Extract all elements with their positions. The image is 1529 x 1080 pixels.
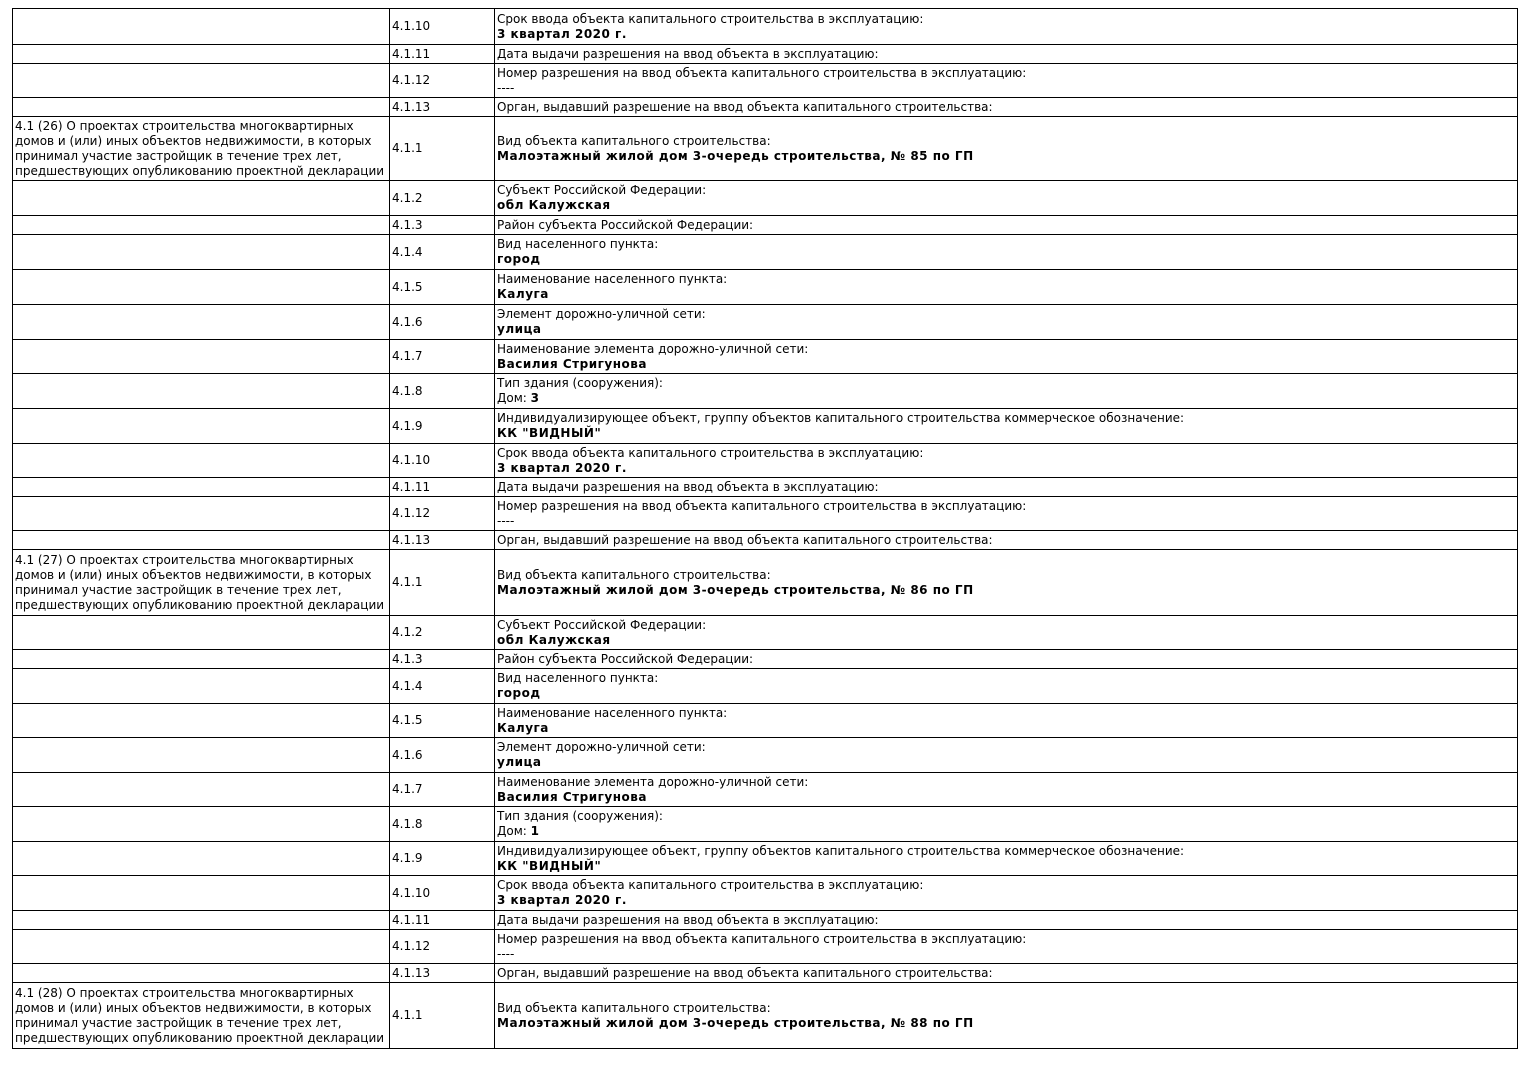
item-value-line [497, 824, 1515, 839]
item-value: ---- [497, 946, 515, 961]
item-label: Дата выдачи разрешения на ввод объекта в эксплуатацию: [497, 479, 879, 494]
item-content [495, 876, 1518, 911]
item-label: Вид населенного пункта: [497, 237, 659, 251]
item-content [495, 930, 1518, 964]
item-content [495, 64, 1518, 98]
item-label: Срок ввода объекта капитального строительства в эксплуатацию: [497, 11, 924, 26]
table-row [13, 117, 1518, 181]
item-code: 4.1.13 [390, 964, 495, 983]
section-cell [13, 270, 390, 305]
item-code: 4.1.5 [390, 704, 495, 738]
table-row [13, 911, 1518, 930]
item-value: Калуга [497, 287, 549, 301]
section-cell [13, 409, 390, 444]
item-label: Вид объекта капитального строительства: [497, 1000, 771, 1015]
section-title: 4.1 (27) О проектах строительства многоквартирных домов и (или) иных объектов недвижимости, в которых принимал участие застройщик в течение трех лет, предшествующих опубликованию проектной декларации [15, 552, 385, 612]
item-value: улица [497, 755, 542, 769]
item-label: Район субъекта Российской Федерации: [497, 651, 754, 666]
item-content [495, 964, 1518, 983]
table-row [13, 531, 1518, 550]
table-row [13, 9, 1518, 45]
item-code: 4.1.4 [390, 235, 495, 270]
item-value: город [497, 252, 541, 266]
item-label: Субъект Российской Федерации: [497, 183, 707, 197]
item-content [495, 181, 1518, 216]
item-code: 4.1.12 [390, 497, 495, 531]
item-code: 4.1.6 [390, 738, 495, 773]
section-cell [13, 497, 390, 531]
item-content [495, 235, 1518, 270]
section-cell [13, 478, 390, 497]
item-content [495, 550, 1518, 616]
item-label: Субъект Российской Федерации: [497, 617, 707, 632]
item-code: 4.1.7 [390, 340, 495, 374]
item-label: Орган, выдавший разрешение на ввод объекта капитального строительства: [497, 99, 993, 114]
section-cell [13, 117, 390, 181]
item-code: 4.1.13 [390, 531, 495, 550]
item-label: Дата выдачи разрешения на ввод объекта в эксплуатацию: [497, 912, 879, 927]
item-content [495, 216, 1518, 235]
section-cell [13, 216, 390, 235]
item-content [495, 807, 1518, 842]
item-label: Элемент дорожно-уличной сети: [497, 740, 706, 754]
section-title: 4.1 (28) О проектах строительства многоквартирных домов и (или) иных объектов недвижимости, в которых принимал участие застройщик в течение трех лет, предшествующих опубликованию проектной декларации [15, 985, 385, 1045]
item-value: Малоэтажный жилой дом 3-очередь строительства, № 85 по ГП [497, 148, 974, 163]
item-code: 4.1.9 [390, 842, 495, 876]
table-row [13, 704, 1518, 738]
table-row [13, 964, 1518, 983]
item-value: 3 квартал 2020 г. [497, 26, 627, 41]
item-content [495, 842, 1518, 876]
item-label: Наименование населенного пункта: [497, 705, 728, 720]
item-code: 4.1.2 [390, 181, 495, 216]
item-code: 4.1.3 [390, 650, 495, 669]
table-row [13, 216, 1518, 235]
item-label: Вид населенного пункта: [497, 671, 659, 685]
item-code: 4.1.12 [390, 930, 495, 964]
item-label: Район субъекта Российской Федерации: [497, 217, 754, 232]
item-label: Вид объекта капитального строительства: [497, 133, 771, 148]
item-content [495, 773, 1518, 807]
item-value: КК "ВИДНЫЙ" [497, 858, 602, 873]
section-cell [13, 64, 390, 98]
item-code: 4.1.1 [390, 117, 495, 181]
item-code: 4.1.11 [390, 45, 495, 64]
item-content [495, 98, 1518, 117]
item-content [495, 531, 1518, 550]
section-cell [13, 98, 390, 117]
item-content [495, 117, 1518, 181]
item-code: 4.1.5 [390, 270, 495, 305]
section-cell [13, 738, 390, 773]
item-content [495, 409, 1518, 444]
item-label: Номер разрешения на ввод объекта капитального строительства в эксплуатацию: [497, 65, 1027, 80]
item-label: Элемент дорожно-уличной сети: [497, 307, 706, 321]
item-value-prefix: Дом: [497, 824, 531, 838]
item-content [495, 704, 1518, 738]
item-label: Индивидуализирующее объект, группу объектов капитального строительства коммерческое обозначение: [497, 411, 1185, 425]
section-cell [13, 305, 390, 340]
item-label: Орган, выдавший разрешение на ввод объекта капитального строительства: [497, 532, 993, 547]
item-label: Номер разрешения на ввод объекта капитального строительства в эксплуатацию: [497, 498, 1027, 513]
table-row [13, 616, 1518, 650]
item-content [495, 374, 1518, 409]
item-label: Дата выдачи разрешения на ввод объекта в эксплуатацию: [497, 46, 879, 61]
section-cell [13, 930, 390, 964]
item-content [495, 497, 1518, 531]
table-row [13, 550, 1518, 616]
item-label: Вид объекта капитального строительства: [497, 567, 771, 582]
item-content [495, 478, 1518, 497]
item-label: Тип здания (сооружения): [497, 809, 663, 823]
item-value: 3 квартал 2020 г. [497, 893, 627, 907]
section-cell [13, 911, 390, 930]
section-cell [13, 650, 390, 669]
table-row [13, 930, 1518, 964]
section-cell [13, 669, 390, 704]
table-row [13, 773, 1518, 807]
item-code: 4.1.2 [390, 616, 495, 650]
item-content [495, 983, 1518, 1049]
item-code: 4.1.11 [390, 911, 495, 930]
section-cell [13, 964, 390, 983]
item-content [495, 340, 1518, 374]
table-row [13, 374, 1518, 409]
item-value-prefix: Дом: [497, 391, 531, 405]
item-code: 4.1.9 [390, 409, 495, 444]
table-row [13, 340, 1518, 374]
table-row [13, 807, 1518, 842]
item-code: 4.1.8 [390, 807, 495, 842]
table-row [13, 235, 1518, 270]
item-value: город [497, 686, 541, 700]
item-content [495, 669, 1518, 704]
item-label: Орган, выдавший разрешение на ввод объекта капитального строительства: [497, 965, 993, 980]
item-value: 3 квартал 2020 г. [497, 460, 627, 475]
item-label: Срок ввода объекта капитального строительства в эксплуатацию: [497, 445, 924, 460]
item-content [495, 45, 1518, 64]
table-row [13, 497, 1518, 531]
item-value: Калуга [497, 720, 549, 735]
declaration-table [12, 8, 1518, 1049]
table-row [13, 64, 1518, 98]
item-code: 4.1.1 [390, 983, 495, 1049]
section-cell [13, 983, 390, 1049]
section-title: 4.1 (26) О проектах строительства многоквартирных домов и (или) иных объектов недвижимости, в которых принимал участие застройщик в течение трех лет, предшествующих опубликованию проектной декларации [15, 118, 385, 178]
table-row [13, 842, 1518, 876]
section-cell [13, 235, 390, 270]
item-label: Наименование элемента дорожно-уличной сети: [497, 341, 809, 356]
item-content [495, 270, 1518, 305]
table-row [13, 305, 1518, 340]
section-cell [13, 807, 390, 842]
item-value: обл Калужская [497, 632, 611, 647]
item-code: 4.1.10 [390, 444, 495, 478]
item-content [495, 305, 1518, 340]
section-cell [13, 181, 390, 216]
item-label: Тип здания (сооружения): [497, 376, 663, 390]
section-cell [13, 340, 390, 374]
item-label: Индивидуализирующее объект, группу объектов капитального строительства коммерческое обозначение: [497, 843, 1185, 858]
item-code: 4.1.10 [390, 876, 495, 911]
table-row [13, 650, 1518, 669]
item-value: 1 [530, 824, 539, 838]
item-content [495, 650, 1518, 669]
table-row [13, 983, 1518, 1049]
item-content [495, 911, 1518, 930]
item-code: 4.1.3 [390, 216, 495, 235]
item-code: 4.1.10 [390, 9, 495, 45]
item-code: 4.1.7 [390, 773, 495, 807]
table-row [13, 669, 1518, 704]
section-cell [13, 45, 390, 64]
table-row [13, 409, 1518, 444]
item-value: КК "ВИДНЫЙ" [497, 426, 602, 440]
item-value: ---- [497, 513, 515, 528]
item-value: 3 [530, 391, 539, 405]
table-row [13, 876, 1518, 911]
item-code: 4.1.13 [390, 98, 495, 117]
item-value: Малоэтажный жилой дом 3-очередь строительства, № 86 по ГП [497, 582, 974, 597]
table-row [13, 738, 1518, 773]
item-content [495, 616, 1518, 650]
table-row [13, 270, 1518, 305]
section-cell [13, 704, 390, 738]
section-cell [13, 9, 390, 45]
item-content [495, 9, 1518, 45]
item-code: 4.1.6 [390, 305, 495, 340]
item-value: улица [497, 322, 542, 336]
item-code: 4.1.4 [390, 669, 495, 704]
section-cell [13, 444, 390, 478]
item-value: Василия Стригунова [497, 789, 647, 804]
item-code: 4.1.1 [390, 550, 495, 616]
item-label: Наименование населенного пункта: [497, 272, 728, 286]
table-row [13, 181, 1518, 216]
section-cell [13, 773, 390, 807]
section-cell [13, 531, 390, 550]
item-label: Срок ввода объекта капитального строительства в эксплуатацию: [497, 878, 924, 892]
section-cell [13, 550, 390, 616]
item-code: 4.1.11 [390, 478, 495, 497]
table-row [13, 478, 1518, 497]
item-label: Наименование элемента дорожно-уличной сети: [497, 774, 809, 789]
item-content [495, 738, 1518, 773]
item-value: обл Калужская [497, 198, 611, 212]
table-row [13, 98, 1518, 117]
item-value: Малоэтажный жилой дом 3-очередь строительства, № 88 по ГП [497, 1015, 974, 1030]
item-label: Номер разрешения на ввод объекта капитального строительства в эксплуатацию: [497, 931, 1027, 946]
table-row [13, 45, 1518, 64]
item-value-line [497, 391, 1515, 406]
section-cell [13, 876, 390, 911]
item-code: 4.1.8 [390, 374, 495, 409]
section-cell [13, 374, 390, 409]
section-cell [13, 842, 390, 876]
item-content [495, 444, 1518, 478]
section-cell [13, 616, 390, 650]
item-value: Василия Стригунова [497, 356, 647, 371]
declaration-table-body [13, 9, 1518, 1049]
item-value: ---- [497, 80, 515, 95]
table-row [13, 444, 1518, 478]
item-code: 4.1.12 [390, 64, 495, 98]
